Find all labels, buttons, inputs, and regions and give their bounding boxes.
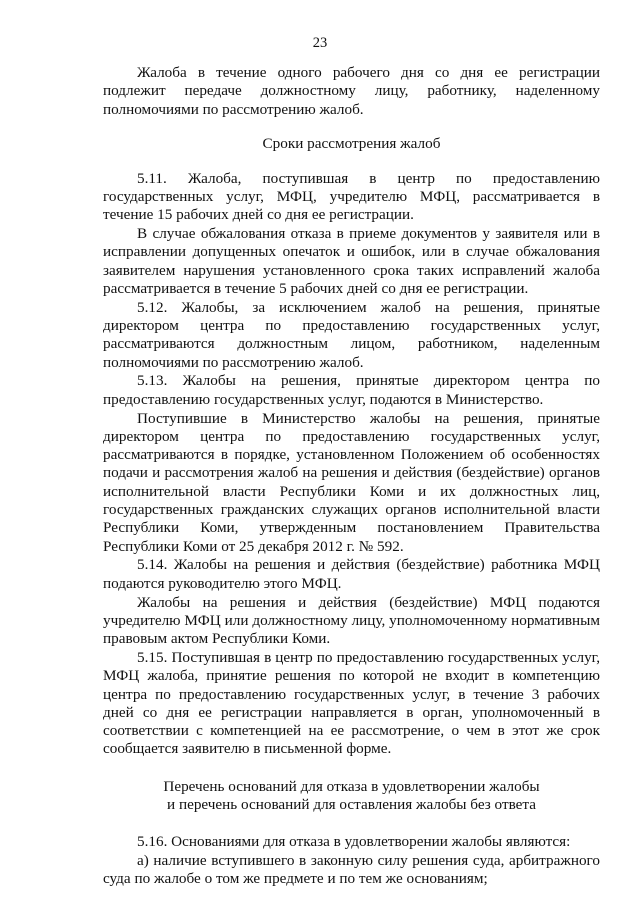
paragraph-intro: Жалоба в течение одного рабочего дня со дня ее регистрации подлежит передаче должностному лицу, работнику, наделенному полномочиями по рассмотрению жалоб.: [103, 64, 600, 118]
paragraph-5-11: 5.11. Жалоба, поступившая в центр по предоставлению государственных услуг, МФЦ, учредителю МФЦ, рассматривается в течение 15 рабочих дней со дня ее регистрации.: [103, 169, 600, 224]
section-heading-terms: Сроки рассмотрения жалоб: [262, 135, 441, 153]
document-body: [103, 64, 600, 889]
paragraph-5-13: 5.13. Жалобы на решения, принятые директором центра по предоставлению государственных услуг, подаются в Министерство.: [103, 372, 600, 408]
section-heading-grounds-line-2: и перечень оснований для оставления жалобы без ответа: [167, 796, 536, 814]
paragraph-item-a: а) наличие вступившего в законную силу решения суда, арбитражного суда по жалобе о том же предмете и по тем же основаниям;: [103, 851, 600, 887]
paragraph-mfc: Жалобы на решения и действия (бездействие) МФЦ подаются учредителю МФЦ или должностному лицу, уполномоченному нормативным правовым актом Республики Коми.: [103, 593, 600, 648]
page-number: 23: [312, 35, 328, 51]
paragraph-ministry: Поступившие в Министерство жалобы на решения, принятые директором центра по предоставлению государственных услуг, рассматриваются в порядке, установленном Положением об особенностях подачи и рассмотрения жалоб на решения и действия (бездействие) органов исполнительной власти Республики Коми и их должностных лиц, государственных гражданских служащих органов исполнительной власти Республики Коми, утвержденным постановлением Правительства Республики Коми от 25 декабря 2012 г. № 592.: [103, 409, 600, 555]
paragraph-5-15: 5.15. Поступившая в центр по предоставлению государственных услуг, МФЦ жалоба, принятие решения по которой не входит в компетенцию центра по предоставлению государственных услуг, в течение 3 рабочих дней со дня ее регистрации направляется в орган, уполномоченный в соответствии с компетенцией на ее рассмотрение, о чем в этот же срок сообщается заявителю в письменной форме.: [103, 648, 600, 758]
paragraph-refusal: В случае обжалования отказа в приеме документов у заявителя или в исправлении допущенных опечаток и ошибок, или в случае обжалования заявителем нарушения установленного срока таких исправлений жалоба рассматривается в течение 5 рабочих дней со дня ее регистрации.: [103, 225, 600, 297]
paragraph-5-12: 5.12. Жалобы, за исключением жалоб на решения, принятые директором центра по предоставлению государственных услуг, рассматриваются должностным лицом, работником, наделенным полномочиями по рассмотрению жалоб.: [103, 298, 600, 371]
paragraph-5-16: 5.16. Основаниями для отказа в удовлетворении жалобы являются:: [137, 832, 571, 850]
section-heading-grounds-line-1: Перечень оснований для отказа в удовлетворении жалобы: [163, 778, 540, 796]
paragraph-5-14: 5.14. Жалобы на решения и действия (бездействие) работника МФЦ подаются руководителю этого МФЦ.: [103, 556, 600, 592]
